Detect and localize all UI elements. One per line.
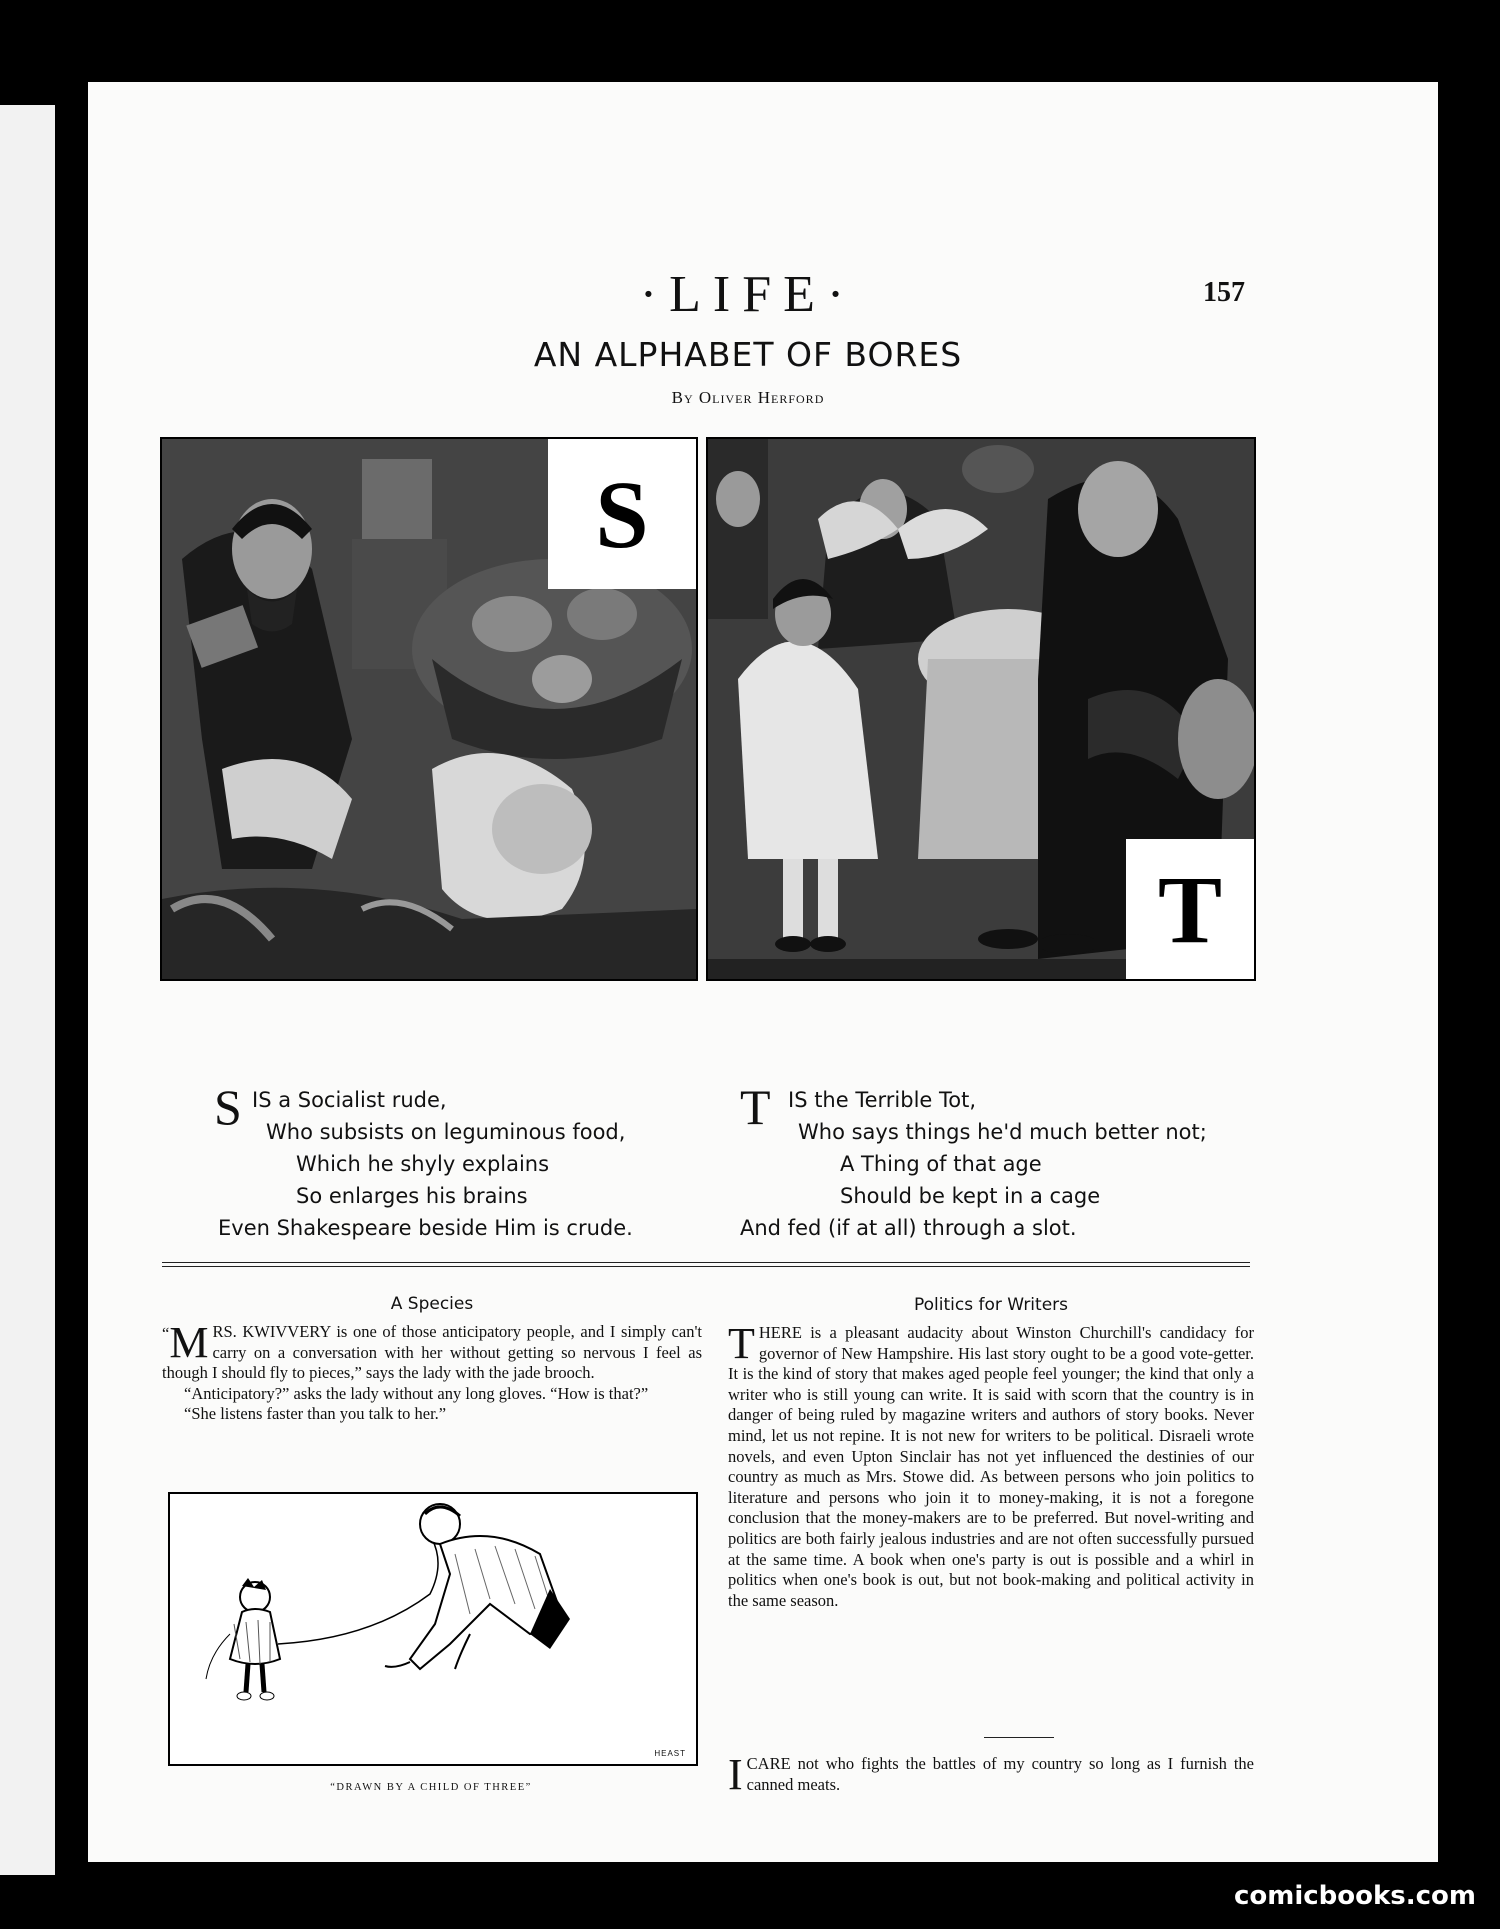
site-watermark: comicbooks.com <box>1233 1881 1476 1911</box>
politics-text <box>728 1319 1254 1611</box>
byline: By Oliver Herford <box>671 388 825 407</box>
species-heading: A Species <box>390 1294 474 1314</box>
verse-t-line: Should be kept in a cage <box>840 1184 1101 1208</box>
species-paragraph-1: RS. KWIVVERY is one of those anticipatory people, and I simply can't carry on a conversation with her without getting so nervous I feel as though I should fly to pieces,” says the lady with the jade brooch. <box>162 1322 702 1383</box>
verse-t-drop-cap: T <box>740 1079 771 1135</box>
verse-t-line: And fed (if at all) through a slot. <box>740 1216 1077 1240</box>
verse-t-line: IS the Terrible Tot, <box>788 1088 977 1112</box>
canned-meats-text <box>728 1750 1254 1799</box>
politics-drop-cap: T <box>728 1319 755 1368</box>
page-number: 157 <box>1203 277 1245 308</box>
cartoon-caption: “DRAWN BY A CHILD OF THREE” <box>330 1782 532 1793</box>
letter-box-t: T <box>1126 839 1254 979</box>
cartoon-drawing <box>170 1494 696 1764</box>
illustration-socialist <box>160 437 698 981</box>
canned-drop-cap: I <box>728 1750 743 1799</box>
species-text <box>162 1318 702 1425</box>
canned-body: CARE not who fights the battles of my country so long as I furnish the canned meats. <box>746 1754 1254 1794</box>
verse-t-line: A Thing of that age <box>840 1152 1042 1176</box>
species-drop-cap: M <box>169 1318 209 1367</box>
politics-body: HERE is a pleasant audacity about Winston Churchill's candidacy for governor of New Hampshire. His last story ought to be a good vote-getter. It is the kind of story that makes aged people feel younger; the kind that only a writer who is still young can write. It is said with scorn that the country is in danger of being ruled by magazine writers and authors of story books. Never mind, let us not repine. It is not new for writers to be political. Disraeli wrote novels, and even Upton Sinclair has not yet influenced the destinies of our country as much as Mrs. Stowe did. As between persons who join politics to literature and persons who join it to money-making, it is not a foregone conclusion that the money-makers are to be preferred. But novel-writing and politics are both fairly jealous industries and are not often successfully pursued at the same time. A book when one's party is out is possible and a whirl in politics when one's book is out, but not book-making and political activity in the same season. <box>728 1323 1254 1610</box>
verse-s-line: Even Shakespeare beside Him is crude. <box>218 1216 633 1240</box>
article-title: AN ALPHABET OF BORES <box>533 335 963 374</box>
illustration-terrible-tot <box>706 437 1256 981</box>
verse-s-line: So enlarges his brains <box>296 1184 528 1208</box>
section-divider <box>162 1266 1250 1267</box>
verse-s-line: Which he shyly explains <box>296 1152 550 1176</box>
letter-box-s: S <box>548 439 696 589</box>
verse-s-drop-cap: S <box>214 1079 242 1135</box>
verse-t-line: Who says things he'd much better not; <box>798 1120 1207 1144</box>
verse-s-line: IS a Socialist rude, <box>252 1088 447 1112</box>
species-paragraph-3: “She listens faster than you talk to her.” <box>184 1404 447 1424</box>
species-quote-open: “ <box>162 1324 170 1343</box>
masthead: ·LIFE· <box>639 266 857 323</box>
verse-s-line: Who subsists on leguminous food, <box>266 1120 626 1144</box>
species-paragraph-2: “Anticipatory?” asks the lady without any long gloves. “How is that?” <box>184 1383 649 1403</box>
section-divider <box>162 1262 1250 1263</box>
facing-page-edge <box>0 105 61 1875</box>
cartoon-child-and-man <box>168 1492 698 1766</box>
short-divider <box>984 1737 1054 1738</box>
magazine-page <box>88 82 1438 1862</box>
politics-heading: Politics for Writers <box>914 1295 1068 1315</box>
cartoon-signature: HEAST <box>654 1749 686 1758</box>
